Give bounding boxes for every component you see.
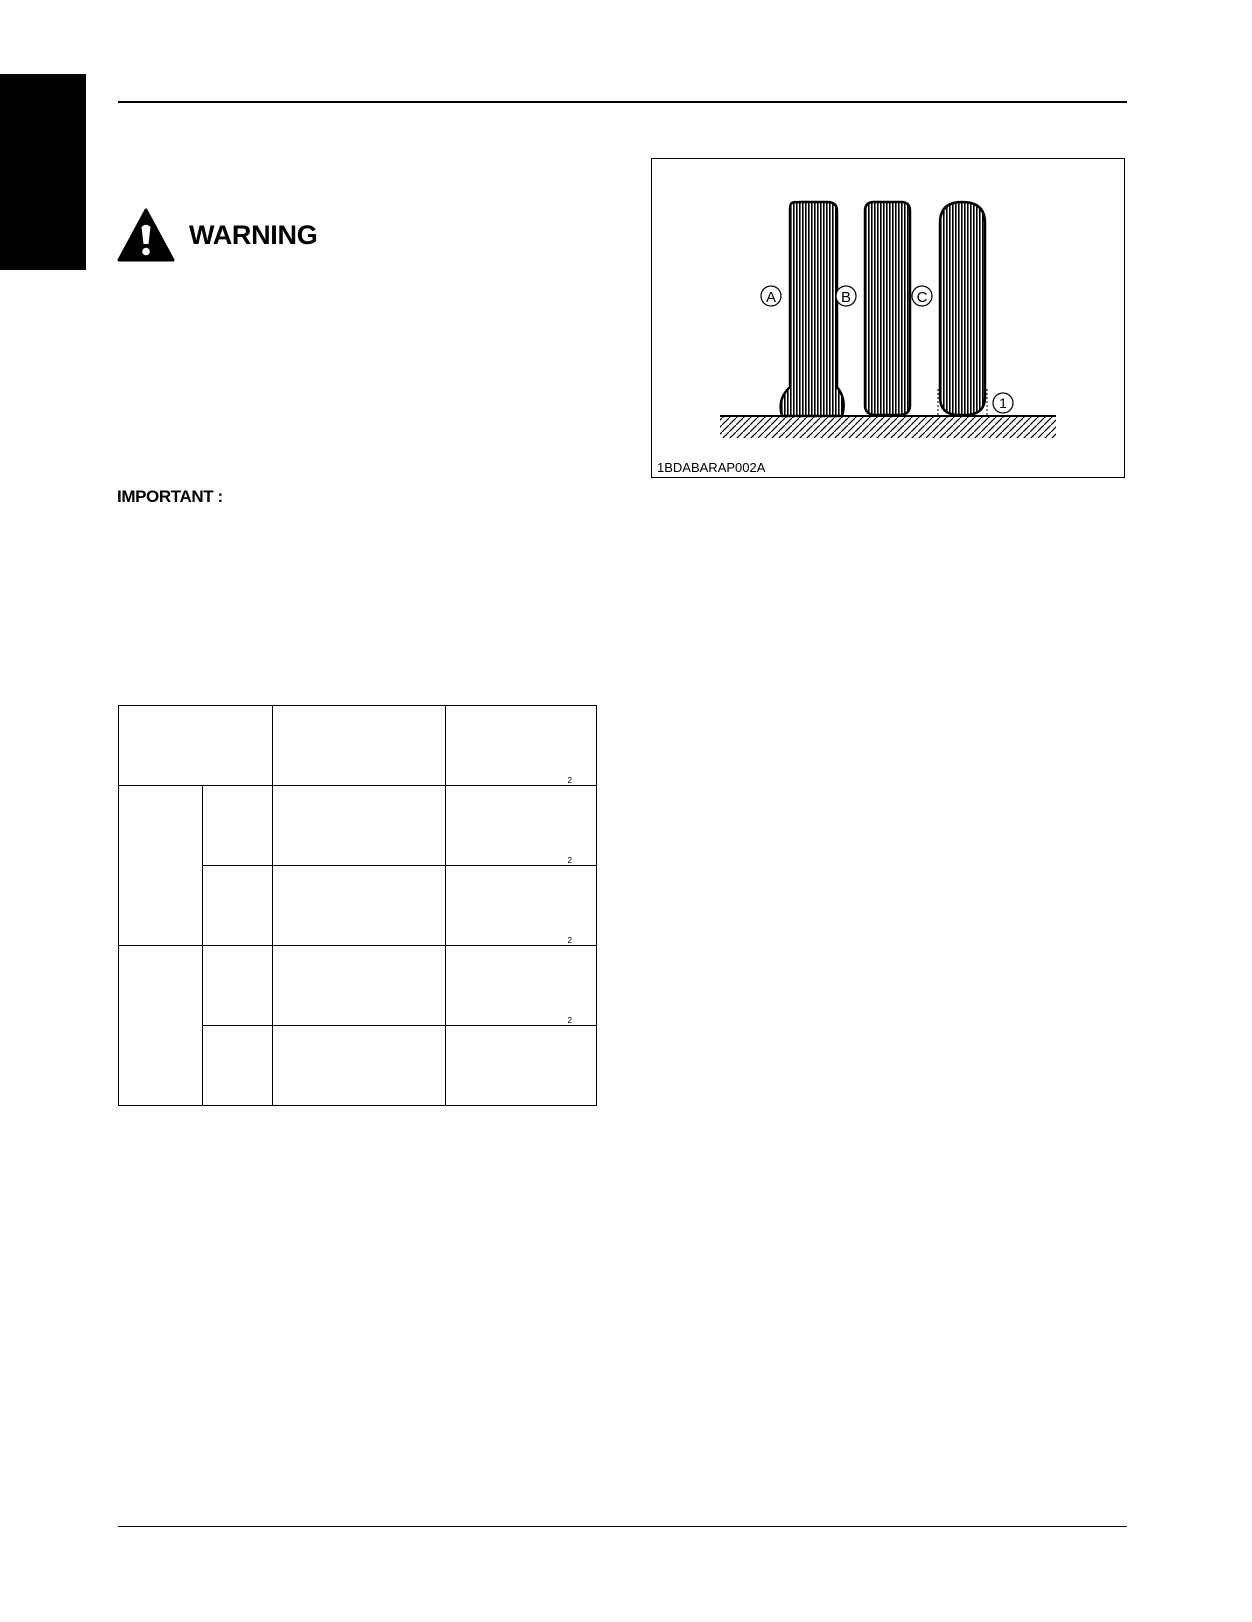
tire-c [940, 202, 985, 415]
warning-triangle-icon [117, 208, 175, 262]
table-cell [273, 786, 446, 866]
table-header-cell [119, 706, 273, 786]
ground-hatch [720, 416, 1056, 438]
superscript: 2 [567, 856, 572, 865]
tire-a [781, 202, 844, 416]
table-header-row [119, 706, 597, 786]
table-cell [203, 1026, 273, 1106]
callout-a [761, 286, 781, 306]
table-cell [203, 866, 273, 946]
table-cell [119, 946, 203, 1106]
important-label: IMPORTANT : [117, 487, 223, 506]
warning-label: WARNING [189, 219, 318, 250]
table-cell [119, 786, 203, 946]
callout-c [912, 286, 932, 306]
superscript: 2 [567, 936, 572, 945]
svg-text:A: A [765, 289, 777, 306]
tire-b [865, 202, 910, 415]
table-header-cell [273, 706, 446, 786]
table-header-cell [446, 706, 597, 786]
table-row [119, 946, 597, 1026]
table-cell [203, 946, 273, 1026]
table-cell [273, 1026, 446, 1106]
svg-text:1: 1 [999, 395, 1007, 411]
table-cell [273, 946, 446, 1026]
table-cell [273, 866, 446, 946]
table-cell [446, 776, 597, 866]
section-tab [0, 74, 86, 270]
svg-text:C: C [916, 289, 928, 306]
svg-text:B: B [840, 289, 852, 306]
table-cell [446, 1016, 597, 1106]
figure-code: 1BDABARAP002A [657, 460, 766, 475]
tire-illustration [652, 159, 1126, 479]
tire-pressure-figure [651, 158, 1125, 478]
table-row [119, 786, 597, 866]
table-cell [446, 936, 597, 1026]
header-rule [118, 101, 1127, 103]
warning-heading [117, 207, 317, 263]
superscript: 2 [567, 776, 572, 785]
table-cell [446, 856, 597, 946]
tire-pressure-table [118, 705, 597, 1106]
callout-1 [993, 393, 1013, 413]
footer-rule [118, 1526, 1127, 1527]
table-cell [203, 786, 273, 866]
callout-b [836, 286, 856, 306]
superscript: 2 [567, 1016, 572, 1025]
